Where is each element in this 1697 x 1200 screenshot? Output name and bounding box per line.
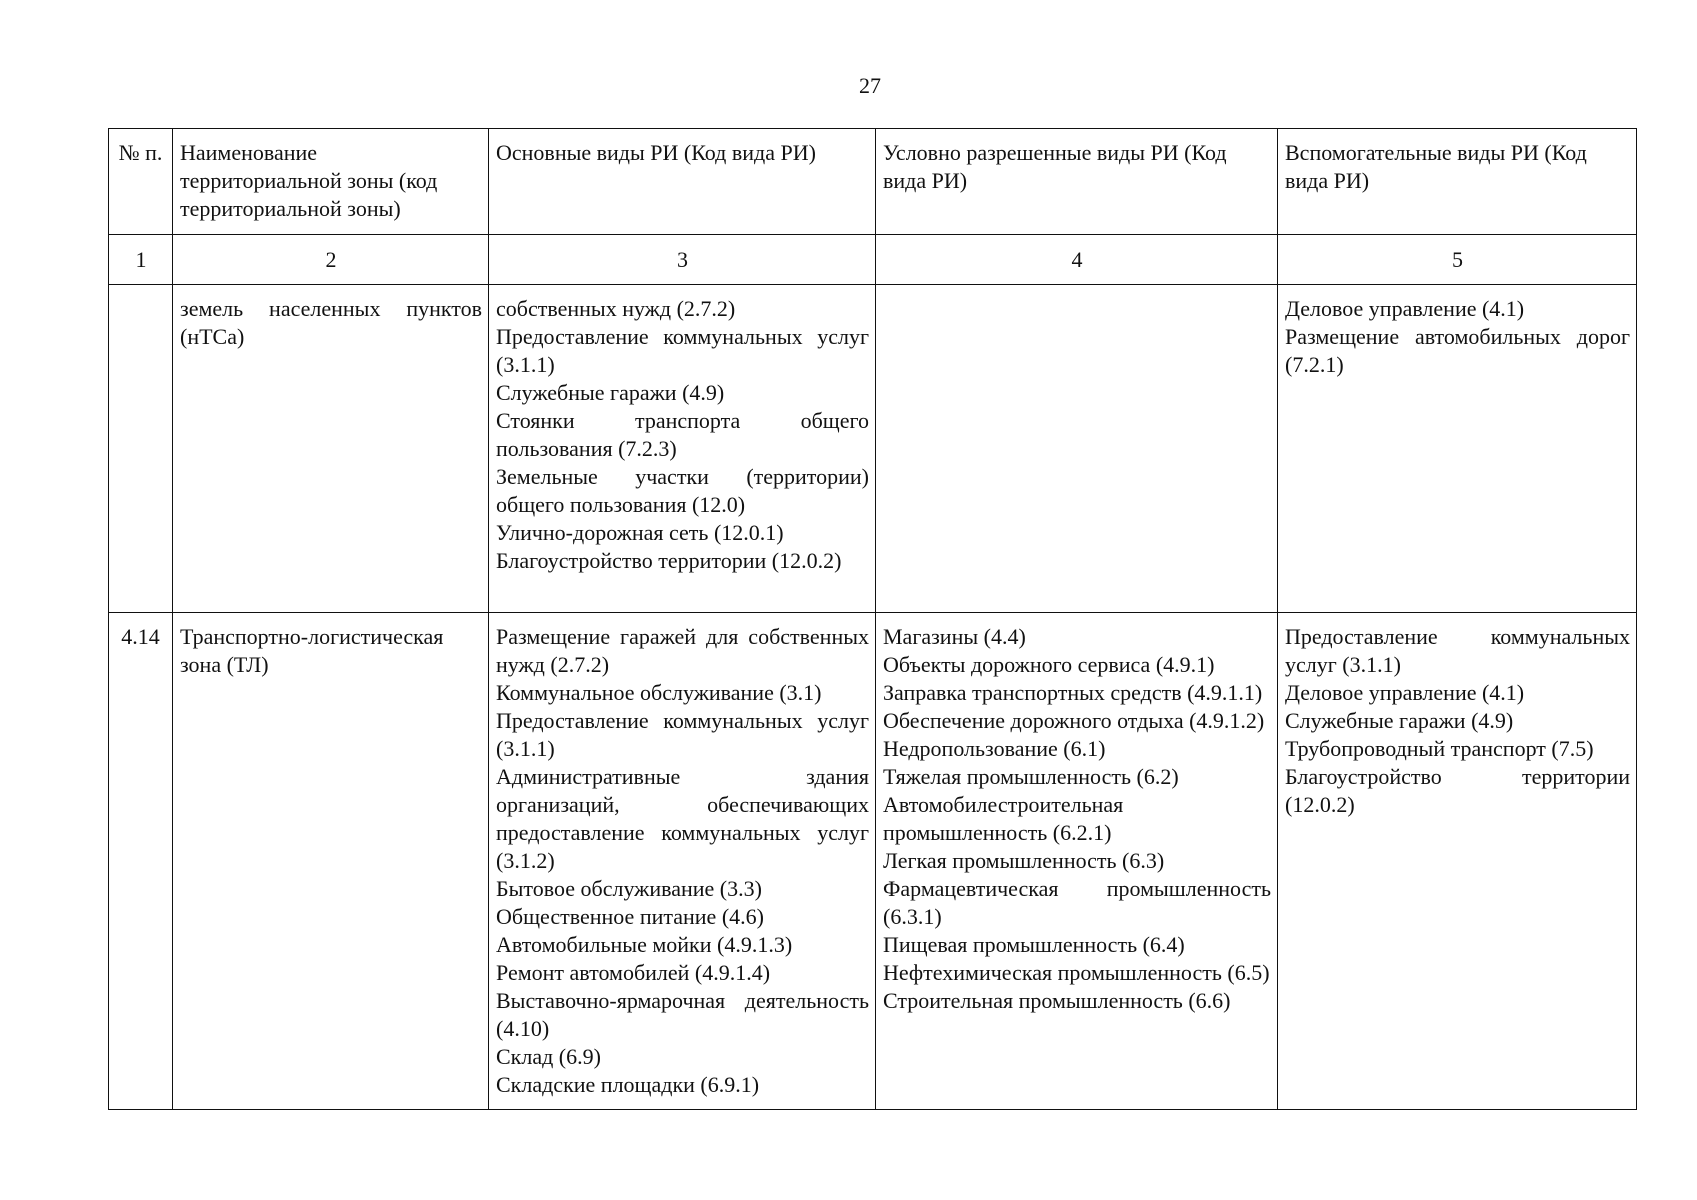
use-entry: Трубопроводный транспорт (7.5) xyxy=(1285,736,1594,761)
use-entry: Выставочно-ярмарочная деятельность (4.10) xyxy=(496,988,869,1041)
main-uses-cell xyxy=(489,285,876,613)
use-entry: Магазины (4.4) xyxy=(883,624,1026,649)
header-auxiliary-uses: Вспомогательные виды РИ (Код вида РИ) xyxy=(1278,129,1637,235)
use-entry: Служебные гаражи (4.9) xyxy=(1285,708,1514,733)
header-number: № п. xyxy=(109,129,173,235)
use-entry: Коммунальное обслуживание (3.1) xyxy=(496,680,822,705)
column-number: 2 xyxy=(173,235,489,285)
use-entry: Нефтехимическая промышленность (6.5) xyxy=(883,960,1270,985)
table-row xyxy=(109,285,1637,613)
use-entry: Предоставление коммунальных услуг (3.1.1) xyxy=(496,324,869,377)
auxiliary-uses-cell xyxy=(1278,285,1637,613)
use-entry: Пищевая промышленность (6.4) xyxy=(883,932,1185,957)
conditional-uses-cell xyxy=(876,285,1278,613)
use-entry: Улично-дорожная сеть (12.0.1) xyxy=(496,520,784,545)
use-entry: Служебные гаражи (4.9) xyxy=(496,380,725,405)
header-conditional-uses: Условно разрешенные виды РИ (Код вида РИ) xyxy=(876,129,1278,235)
use-entry: Склад (6.9) xyxy=(496,1044,601,1069)
use-entry: Деловое управление (4.1) xyxy=(1285,296,1525,321)
use-entry: Бытовое обслуживание (3.3) xyxy=(496,876,762,901)
main-uses-cell xyxy=(489,613,876,1110)
column-number: 4 xyxy=(876,235,1278,285)
use-entry: Земельные участки (территории) общего пользования (12.0) xyxy=(496,464,869,517)
use-entry: Административные здания организаций, обеспечивающих предоставление коммунальных услуг (3.1.2) xyxy=(496,764,869,873)
use-entry: Заправка транспортных средств (4.9.1.1) xyxy=(883,680,1263,705)
page-number: 27 xyxy=(859,73,881,98)
conditional-uses-cell xyxy=(876,613,1278,1110)
column-number: 5 xyxy=(1278,235,1637,285)
use-entry: Предоставление коммунальных услуг (3.1.1) xyxy=(1285,624,1630,677)
use-entry: Размещение автомобильных дорог (7.2.1) xyxy=(1285,324,1630,377)
use-entry: Ремонт автомобилей (4.9.1.4) xyxy=(496,960,771,985)
use-entry: Общественное питание (4.6) xyxy=(496,904,764,929)
table-row xyxy=(109,613,1637,1110)
row-number xyxy=(109,285,173,613)
auxiliary-uses-cell xyxy=(1278,613,1637,1110)
zone-name: Транспортно-логистическая зона (ТЛ) xyxy=(173,613,489,1110)
use-entry: Благоустройство территории (12.0.2) xyxy=(496,548,842,573)
use-entry: Фармацевтическая промышленность (6.3.1) xyxy=(883,876,1271,929)
use-entry: Недропользование (6.1) xyxy=(883,736,1106,761)
column-number-row xyxy=(109,235,1637,285)
row-number: 4.14 xyxy=(109,613,173,1110)
table-header-row xyxy=(109,129,1637,235)
use-entry: Стоянки транспорта общего пользования (7.2.3) xyxy=(496,408,869,461)
use-entry: Складские площадки (6.9.1) xyxy=(496,1072,760,1097)
use-entry: Предоставление коммунальных услуг (3.1.1) xyxy=(496,708,869,761)
use-entry: Деловое управление (4.1) xyxy=(1285,680,1525,705)
column-number: 1 xyxy=(109,235,173,285)
column-number: 3 xyxy=(489,235,876,285)
zone-name: земель населенных пунктов (нТСа) xyxy=(173,285,489,613)
use-entry: собственных нужд (2.7.2) xyxy=(496,296,736,321)
use-entry: Строительная промышленность (6.6) xyxy=(883,988,1231,1013)
use-entry: Обеспечение дорожного отдыха (4.9.1.2) xyxy=(883,708,1265,733)
use-entry: Объекты дорожного сервиса (4.9.1) xyxy=(883,652,1215,677)
use-entry: Размещение гаражей для собственных нужд (2.7.2) xyxy=(496,624,869,677)
header-zone-name: Наименование территориальной зоны (код территориальной зоны) xyxy=(173,129,489,235)
use-entry: Тяжелая промышленность (6.2) xyxy=(883,764,1179,789)
use-entry: Легкая промышленность (6.3) xyxy=(883,848,1165,873)
use-entry: Автомобильные мойки (4.9.1.3) xyxy=(496,932,793,957)
land-use-table xyxy=(108,128,1637,1110)
use-entry: Благоустройство территории (12.0.2) xyxy=(1285,764,1630,817)
header-main-uses: Основные виды РИ (Код вида РИ) xyxy=(489,129,876,235)
use-entry: Автомобилестроительная промышленность (6.2.1) xyxy=(883,792,1124,845)
